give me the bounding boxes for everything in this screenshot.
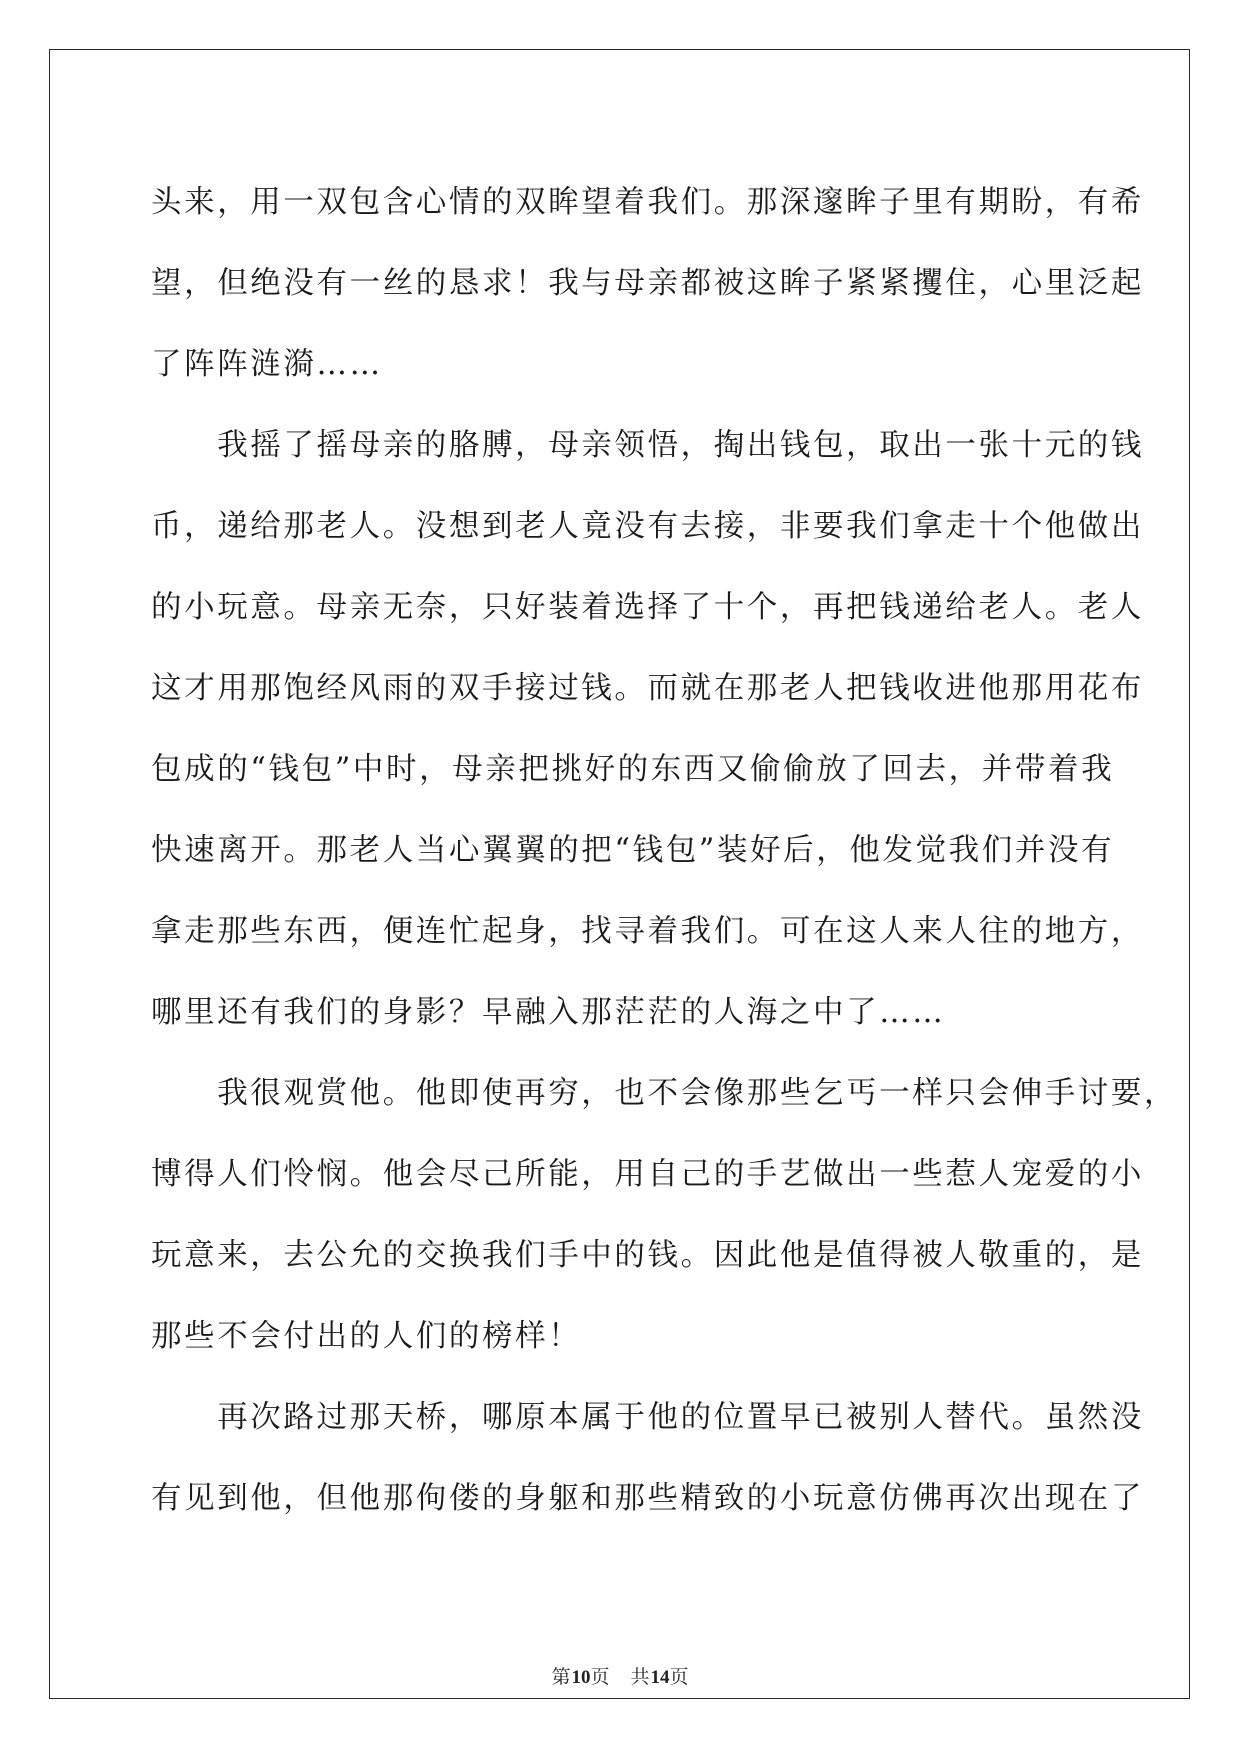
text-line: 博得人们怜悯。他会尽己所能，用自己的手艺做出一些惹人宠爱的小 <box>151 1157 1144 1192</box>
text-line: 那些不会付出的人们的榜样！ <box>151 1319 582 1354</box>
footer-prefix: 第 <box>551 1666 572 1688</box>
footer-mid: 页 共 <box>590 1666 651 1688</box>
text-line: 快速离开。那老人当心翼翼的把“钱包”装好后，他发觉我们并没有 <box>151 833 1115 868</box>
text-line: 有见到他，但他那佝偻的身躯和那些精致的小玩意仿佛再次出现在了 <box>151 1481 1144 1516</box>
text-line: 拿走那些东西，便连忙起身，找寻着我们。可在这人来人往的地方， <box>151 914 1144 949</box>
text-line: 了阵阵涟漪…… <box>151 347 383 382</box>
footer-suffix: 页 <box>669 1666 690 1688</box>
text-line: 包成的“钱包”中时，母亲把挑好的东西又偷偷放了回去，并带着我 <box>151 752 1115 787</box>
text-line: 头来，用一双包含心情的双眸望着我们。那深邃眸子里有期盼，有希 <box>151 185 1144 220</box>
document-body <box>151 162 1178 1539</box>
text-line: 我很观赏他。他即使再穷，也不会像那些乞丐一样只会伸手讨要， <box>151 1076 1178 1111</box>
text-line: 的小玩意。母亲无奈，只好装着选择了十个，再把钱递给老人。老人 <box>151 590 1144 625</box>
text-line: 再次路过那天桥，哪原本属于他的位置早已被别人替代。虽然没 <box>151 1400 1144 1435</box>
page-footer <box>0 1666 1241 1689</box>
text-line: 哪里还有我们的身影？早融入那茫茫的人海之中了…… <box>151 995 946 1030</box>
text-line: 这才用那饱经风雨的双手接过钱。而就在那老人把钱收进他那用花布 <box>151 671 1144 706</box>
text-line: 望，但绝没有一丝的恳求！我与母亲都被这眸子紧紧攫住，心里泛起 <box>151 266 1144 301</box>
text-line: 币，递给那老人。没想到老人竟没有去接，非要我们拿走十个他做出 <box>151 509 1144 544</box>
text-line: 玩意来，去公允的交换我们手中的钱。因此他是值得被人敬重的，是 <box>151 1238 1144 1273</box>
current-page-number: 10 <box>571 1667 591 1688</box>
total-page-number: 14 <box>650 1667 670 1688</box>
text-line: 我摇了摇母亲的胳膊，母亲领悟，掏出钱包，取出一张十元的钱 <box>151 428 1144 463</box>
